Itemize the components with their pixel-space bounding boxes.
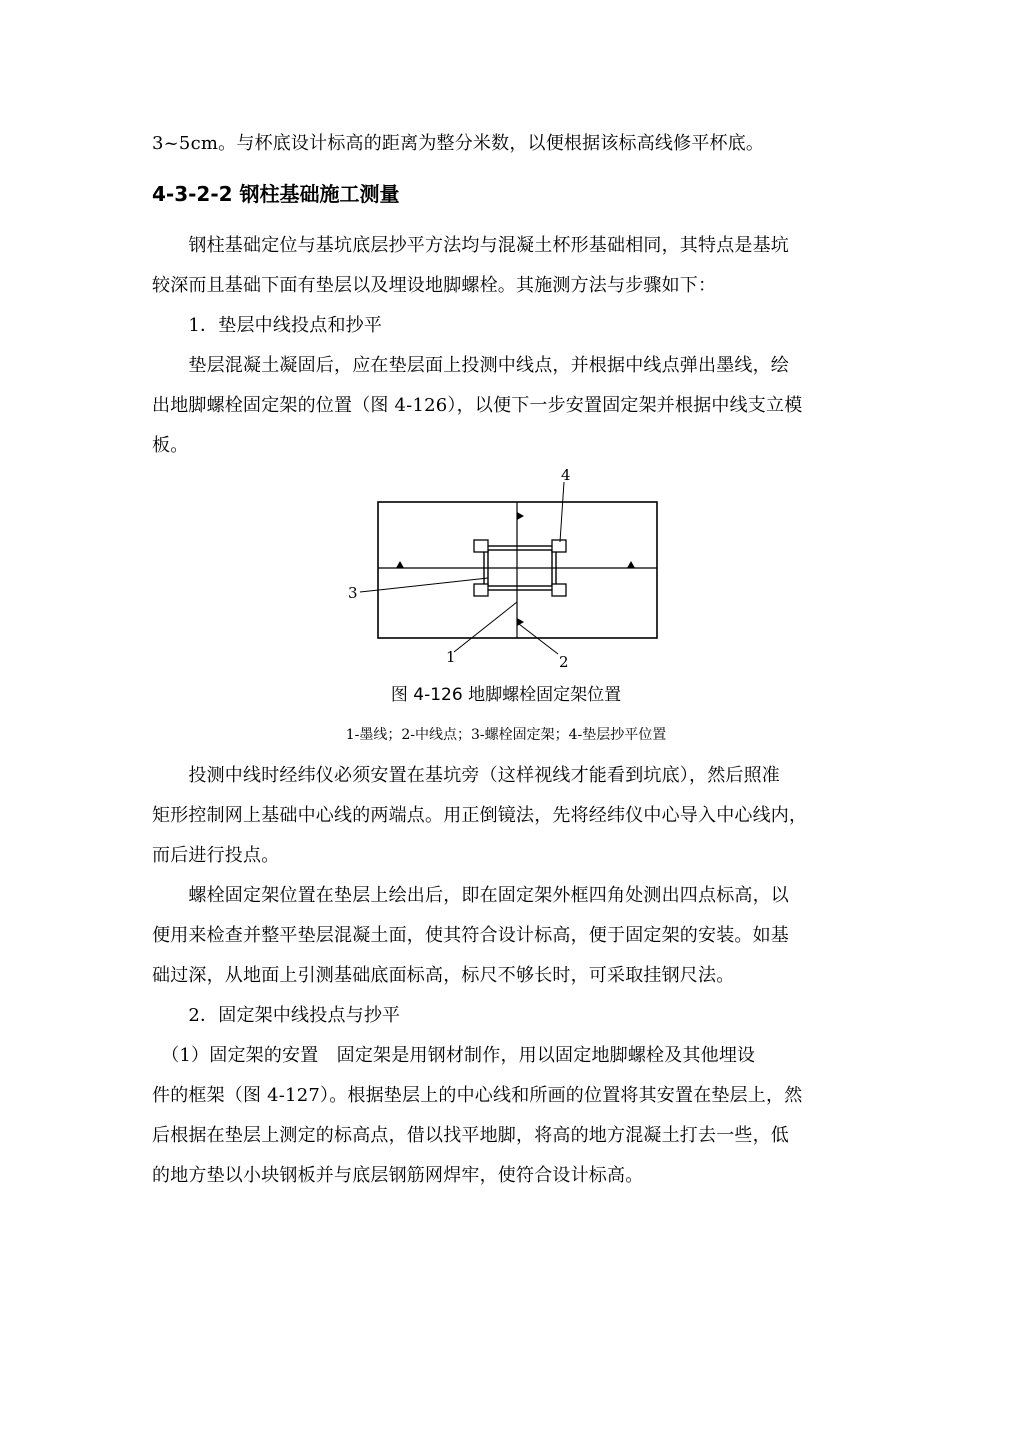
paragraph-line: 后根据在垫层上测定的标高点，借以找平地脚，将高的地方混凝土打去一些，低 — [152, 1125, 789, 1146]
paragraph-line: 而后进行投点。 — [152, 845, 280, 866]
paragraph-line: 较深而且基础下面有垫层以及埋设地脚螺栓。其施测方法与步骤如下： — [152, 275, 717, 296]
paragraph-line: 的地方垫以小块钢板并与底层钢筋网焊牢，使符合设计标高。 — [152, 1165, 644, 1186]
center-point-right — [627, 561, 635, 568]
paragraph-line: 出地脚螺栓固定架的位置（图 4-126），以便下一步安置固定架并根据中线支立模 — [152, 395, 803, 416]
bolt-frame-diagram — [340, 462, 680, 672]
paragraph-line: 螺栓固定架位置在垫层上绘出后，即在固定架外框四角处测出四点标高，以 — [152, 885, 789, 906]
paragraph-line: 投测中线时经纬仪必须安置在基坑旁（这样视线才能看到坑底），然后照准 — [152, 765, 780, 786]
paragraph-line: 便用来检查并整平垫层混凝土面，使其符合设计标高，便于固定架的安装。如基 — [152, 925, 789, 946]
paragraph-line: 3~5cm。与杯底设计标高的距离为整分米数，以便根据该标高线修平杯底。 — [152, 133, 765, 154]
leader-3 — [360, 578, 488, 592]
label-3: 3 — [348, 584, 358, 602]
figure-legend: 1-墨线；2-中线点；3-螺栓固定架；4-垫层抄平位置 — [345, 727, 667, 743]
figure-diagram — [340, 462, 680, 672]
paragraph-line: 础过深，从地面上引测基础底面标高，标尺不够长时，可采取挂钢尺法。 — [152, 965, 735, 986]
leader-2 — [519, 624, 558, 654]
frame-corner-br — [552, 584, 566, 596]
frame-corner-tr — [552, 540, 566, 552]
section-heading: 4-3-2-2 钢柱基础施工测量 — [152, 182, 400, 206]
list-item-heading: 1．垫层中线投点和抄平 — [152, 315, 383, 336]
paragraph-line: 件的框架（图 4-127）。根据垫层上的中心线和所画的位置将其安置在垫层上，然 — [152, 1085, 803, 1106]
list-item-heading: 2．固定架中线投点与抄平 — [152, 1005, 401, 1026]
paragraph-line: 钢柱基础定位与基坑底层抄平方法均与混凝土杯形基础相同，其特点是基坑 — [152, 235, 789, 256]
label-1: 1 — [446, 648, 456, 666]
leader-1 — [454, 602, 517, 652]
frame-corner-tl — [474, 540, 488, 552]
center-point-left — [396, 561, 404, 568]
label-2: 2 — [559, 653, 569, 671]
leader-4 — [560, 482, 564, 542]
paragraph-line: 矩形控制网上基础中心线的两端点。用正倒镜法，先将经纬仪中心导入中心线内， — [152, 805, 808, 826]
paragraph-line: 板。 — [152, 435, 189, 456]
center-point-top — [517, 512, 524, 520]
label-4: 4 — [561, 466, 571, 484]
paragraph-line: 垫层混凝土凝固后，应在垫层面上投测中线点，并根据中线点弹出墨线，绘 — [152, 355, 789, 376]
figure-caption: 图 4-126 地脚螺栓固定架位置 — [390, 685, 622, 705]
paragraph-line: （1）固定架的安置 固定架是用钢材制作，用以固定地脚螺栓及其他埋设 — [152, 1045, 756, 1066]
frame-corner-bl — [474, 584, 488, 596]
